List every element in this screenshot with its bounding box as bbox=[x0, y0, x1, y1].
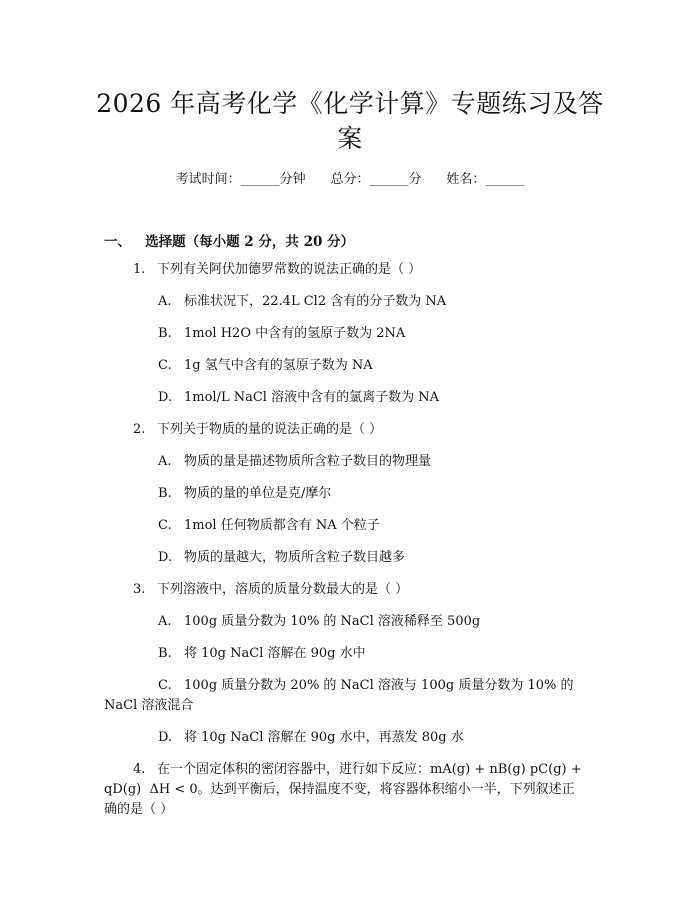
option-text: 1g 氢气中含有的氢原子数为 NA bbox=[184, 358, 373, 373]
exam-info-line bbox=[0, 168, 700, 187]
time-label: 考试时间： bbox=[175, 172, 241, 187]
question-4 bbox=[133, 761, 582, 779]
option-text: 将 10g NaCl 溶解在 90g 水中 bbox=[184, 646, 366, 661]
q2-option-a bbox=[158, 453, 431, 471]
question-number: 1. bbox=[133, 262, 146, 277]
option-letter: B. bbox=[158, 486, 172, 501]
option-text: 将 10g NaCl 溶解在 90g 水中，再蒸发 80g 水 bbox=[184, 730, 464, 745]
q3-option-b bbox=[158, 645, 366, 663]
question-text: 下列有关阿伏加德罗常数的说法正确的是（ ） bbox=[157, 262, 422, 277]
section-heading bbox=[104, 230, 354, 250]
q2-option-c bbox=[158, 517, 380, 535]
q1-option-a bbox=[158, 293, 446, 311]
option-letter: B. bbox=[158, 646, 172, 661]
question-1 bbox=[133, 261, 421, 279]
option-letter: D. bbox=[158, 730, 173, 745]
option-text: 100g 质量分数为 20% 的 NaCl 溶液与 100g 质量分数为 10% 的 bbox=[184, 678, 574, 693]
option-letter: C. bbox=[158, 518, 172, 533]
option-text: 100g 质量分数为 10% 的 NaCl 溶液稀释至 500g bbox=[184, 614, 481, 629]
question-3 bbox=[133, 581, 408, 599]
q3-option-a bbox=[158, 613, 480, 631]
question-2 bbox=[133, 421, 382, 439]
q3-option-c-continued: NaCl 溶液混合 bbox=[104, 698, 194, 713]
q1-option-d bbox=[158, 389, 439, 407]
question-number: 4. bbox=[133, 762, 146, 777]
option-letter: B. bbox=[158, 326, 172, 341]
question-4-continued-2: 确的是（ ） bbox=[104, 802, 174, 817]
section-title: 选择题（每小题 2 分，共 20 分） bbox=[145, 234, 355, 250]
name-label: 姓名： bbox=[446, 172, 486, 187]
option-text: 物质的量的单位是克/摩尔 bbox=[184, 486, 332, 501]
option-letter: C. bbox=[158, 358, 172, 373]
option-letter: D. bbox=[158, 550, 173, 565]
q3-option-d bbox=[158, 729, 464, 747]
score-label: 总分： bbox=[330, 172, 370, 187]
option-text: 1mol H2O 中含有的氢原子数为 2NA bbox=[184, 326, 406, 341]
question-number: 2. bbox=[133, 422, 146, 437]
question-text: 下列溶液中，溶质的质量分数最大的是（ ） bbox=[157, 582, 409, 597]
document-title-line-2: 案 bbox=[337, 124, 363, 153]
score-unit: 分 bbox=[408, 172, 422, 187]
option-text: 物质的量是描述物质所含粒子数目的物理量 bbox=[184, 454, 432, 469]
option-text: 物质的量越大，物质所含粒子数目越多 bbox=[184, 550, 406, 565]
time-unit: 分钟 bbox=[279, 172, 306, 187]
name-blank: ______ bbox=[485, 172, 525, 187]
q2-option-d bbox=[158, 549, 405, 567]
section-number: 一、 bbox=[104, 234, 131, 250]
q2-option-b bbox=[158, 485, 331, 503]
option-letter: D. bbox=[158, 390, 173, 405]
option-letter: A. bbox=[158, 614, 172, 629]
document-title-line-1: 2026 年高考化学《化学计算》专题练习及答 bbox=[96, 89, 604, 118]
q3-option-c bbox=[158, 677, 573, 695]
question-number: 3. bbox=[133, 582, 146, 597]
time-blank: ______ bbox=[240, 172, 280, 187]
question-text: 在一个固定体积的密闭容器中，进行如下反应：mA(g) + nB(g) pC(g) + bbox=[157, 762, 582, 777]
option-letter: A. bbox=[158, 454, 172, 469]
option-text: 标准状况下，22.4L Cl2 含有的分子数为 NA bbox=[184, 294, 447, 309]
q1-option-c bbox=[158, 357, 373, 375]
option-text: 1mol 任何物质都含有 NA 个粒子 bbox=[184, 518, 380, 533]
q1-option-b bbox=[158, 325, 405, 343]
question-4-continued-1: qD(g) ΔH < 0。达到平衡后，保持温度不变，将容器体积缩小一半，下列叙述正 bbox=[104, 782, 575, 797]
score-blank: ______ bbox=[369, 172, 409, 187]
option-text: 1mol/L NaCl 溶液中含有的氯离子数为 NA bbox=[184, 390, 439, 405]
option-letter: A. bbox=[158, 294, 172, 309]
option-letter: C. bbox=[158, 678, 172, 693]
question-text: 下列关于物质的量的说法正确的是（ ） bbox=[157, 422, 383, 437]
